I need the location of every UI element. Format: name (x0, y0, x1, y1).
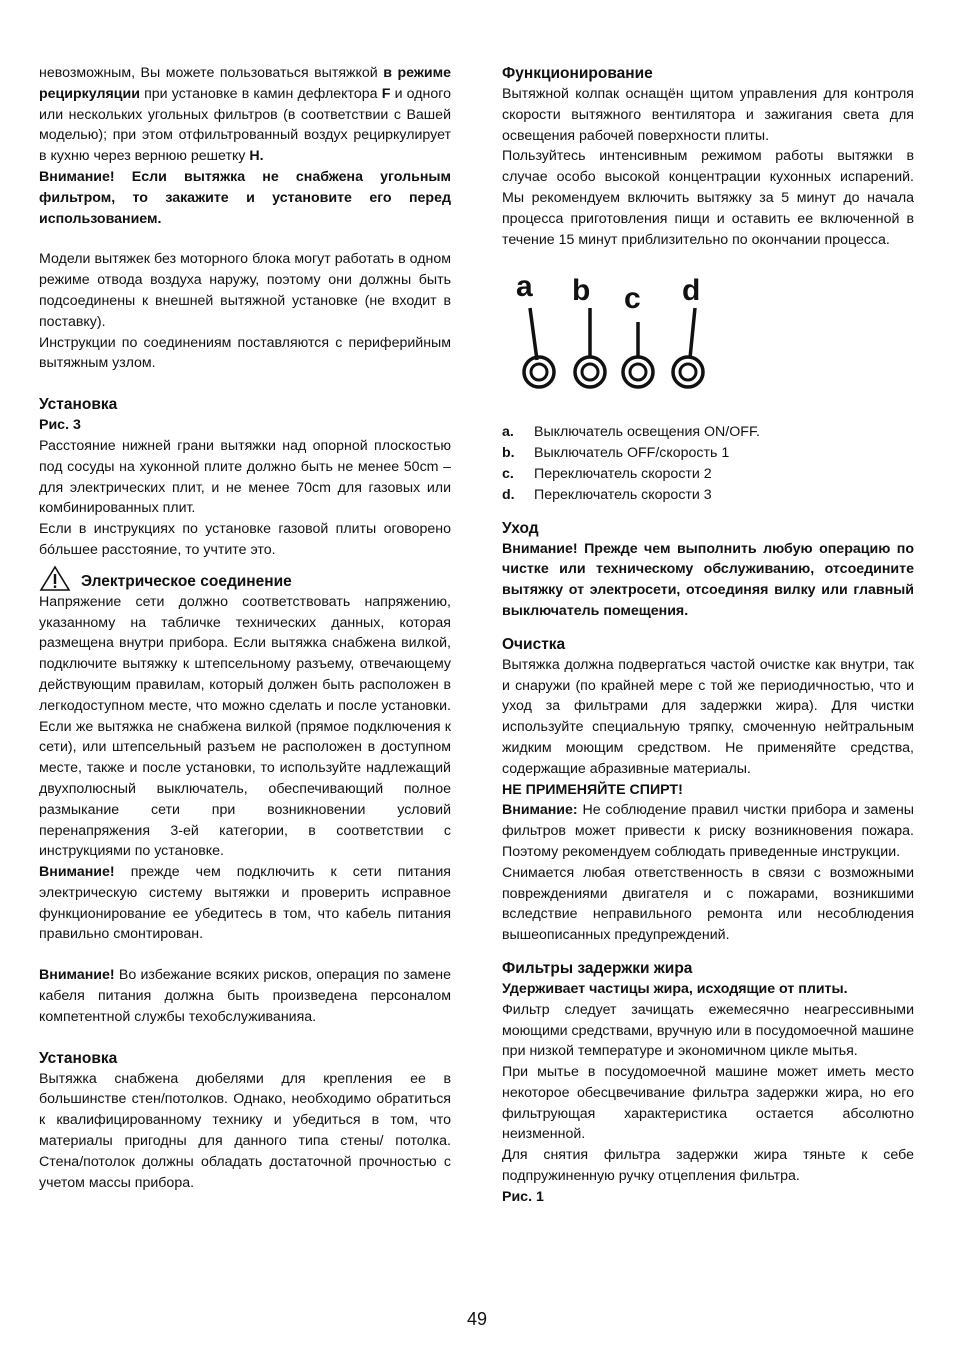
electrical-connection-heading: Электрическое соединение (81, 572, 292, 590)
figure-label-d: d (682, 274, 701, 308)
connection-instructions-paragraph: Инструкции по соединениям поставляются с периферийным вытяжным узлом. (39, 334, 451, 372)
control-panel-paragraph: Вытяжной колпак оснащён щитом управления для контроля скорости вытяжного вентилятора и зажигания света для освещения рабочей поверхности плиты. (502, 86, 914, 144)
cleaning-heading: Очистка (502, 635, 566, 653)
grease-filters-heading: Фильтры задержки жира (502, 959, 693, 977)
cable-replacement-paragraph: Внимание! Во избежание всяких рисков, операция по замене кабеля питания должна быть произведена персоналом компетентной службы техобслуживанияа. (39, 967, 451, 1025)
control-switches-figure (502, 260, 914, 410)
warning-triangle-icon (39, 565, 71, 592)
list-item: b. Выключатель OFF/скорость 1 (502, 445, 730, 462)
intensive-mode-paragraph: Пользуйтесь интенсивным режимом работы вытяжки в случае особо высокой концентрации кухонных испарений. Мы рекомендуем включить вытяжку за 5 минут до начала процесса приготовления пищи и оставить ее включенной в течение 15 минут приблизительно по окончании процесса. (502, 148, 914, 248)
cleaning-paragraph: Вытяжка должна подвергаться частой очистке как внутри, так и снаружи (по крайней мере с той же периодичностью, что и уход за фильтрами для задержки жира). Для чистки используйте специальную тряпку, смоченную нейтральным жидким моющим средством. Не применяйте средства, содержащие абразивные материалы. (502, 656, 914, 777)
list-item: d. Переключатель скорости 3 (502, 486, 712, 503)
gas-hob-paragraph: Если в инструкциях по установке газовой плиты оговорено бóльшее расстояние, то учтите это. (39, 521, 451, 558)
electrical-heading-row (39, 565, 451, 592)
switches-drawing (502, 260, 742, 410)
switch-d-knob (673, 357, 703, 387)
page-number: 49 (466, 1309, 488, 1329)
grease-filters-subtitle: Удерживает частицы жира, исходящие от плиты. (502, 980, 848, 997)
care-warning: Внимание! Прежде чем выполнить любую операцию по чистке или техническому обслуживанию, отсоедините вытяжку от электросети, отсоединяя вилку или главный выключатель помещения. (502, 540, 914, 619)
switch-b-knob (575, 357, 605, 387)
left-column (39, 63, 451, 1193)
distance-paragraph: Расстояние нижней грани вытяжки над опорной плоскостью под сосуды на хуконной плите должно быть не менее 50cm – для электрических плит, и не менее 70cm для газовых или комбинированных плит. (39, 437, 451, 517)
filter-removal-paragraph: Для снятия фильтра задержки жира тяньте к себе подпружиненную ручку отцепления фильтра. (502, 1147, 914, 1185)
liability-paragraph: Снимается любая ответственность в связи с возможными повреждениями двигателя и с пожарами, возникшими вследствие неправильного ремонта или несоблюдения вышеописанных предупреждений. (502, 864, 914, 944)
switch-a-lever (530, 308, 537, 360)
figure-label-b: b (572, 274, 591, 308)
switch-a-knob (524, 357, 554, 387)
carbon-filter-warning: Внимание! Если вытяжка не снабжена угольным фильтром, то закажите и установите его перед использованием. (39, 168, 451, 227)
figure-label-c: c (624, 282, 641, 316)
switch-c-knob (623, 357, 653, 387)
list-item: c. Переключатель скорости 2 (502, 465, 712, 482)
care-heading: Уход (502, 519, 539, 537)
mounting-paragraph: Вытяжка снабжена дюбелями для крепления ее в большинстве стен/потолков. Однако, необходимо обратиться к квалифицированному технику и убедиться в том, что материалы пригодны для данного типа стены/ потолка. Стена/потолок должны обладать достаточной прочностью с учетом массы прибора. (39, 1070, 451, 1191)
figure-label-a: a (516, 270, 533, 304)
filter-washing-paragraph: Фильтр следует зачищать ежемесячно неагрессивными моющими средствами, вручную или в посудомоечной машине при низкой температуре и экономичном цикле мытья. (502, 1001, 914, 1060)
cable-check-paragraph: Внимание! прежде чем подключить к сети питания электрическую систему вытяжки и проверить исправное функционирование ее убедитесь в том, что кабель питания правильно смонтирован. (39, 864, 451, 943)
figure-1-ref: Рис. 1 (502, 1188, 544, 1205)
dishwasher-paragraph: При мытье в посудомоечной машине может иметь место некоторое обесцвечивание фильтра задержки жира, но его фильтрующая характеристика остается абсолютно неизменной. (502, 1064, 914, 1143)
no-alcohol-warning: НЕ ПРИМЕНЯЙТЕ СПИРТ! (502, 781, 683, 798)
installation-heading-1: Установка (39, 396, 118, 414)
figure-3-ref: Рис. 3 (39, 417, 81, 434)
motorless-models-paragraph: Модели вытяжек без моторного блока могут работать в одном режиме отвода воздуха наружу, поэтому они должны быть подсоединены к внешней вытяжной установке (не входит в поставку). (39, 251, 451, 330)
right-column (502, 63, 914, 1208)
cleaning-warning-paragraph: Внимание: Не соблюдение правил чистки прибора и замены фильтров может привести к риску возникновения пожара. Поэтому рекомендуем соблюдать приведенные инструкции. (502, 802, 914, 860)
switch-d-lever (690, 308, 695, 358)
recirculation-paragraph: невозможным, Вы можете пользоваться вытяжкой в режиме рециркуляции при установке в камин дефлектора F и одного или нескольких угольных фильтров (в соответствии с Вашей моделью); при этом отфильтрованный воздух рециркулирует в кухню через вернюю решетку H. (39, 65, 451, 165)
voltage-paragraph: Напряжение сети должно соответствовать напряжению, указанному на табличке технических данных, которая размещена внутри прибора. Если вытяжка снабжена вилкой, подключите вытяжку к штепсельному разъему, отвечающему действующим правилам, который должен быть расположен в легкодоступном месте, что можно сделать и после установки. Если же вытяжка не снабжена вилкой (прямое подключения к сети), или штепсельный разъем не расположен в доступном месте, также и после установки, то используйте надлежащий двухполюсный выключатель, обеспечивающий полное размыкание сети при возникновении условий перенапряжения 3-ей категории, в соответствии с инструкциями по установке. (39, 593, 451, 860)
list-item: a. Выключатель освещения ON/OFF. (502, 424, 760, 441)
operation-heading: Функционирование (502, 65, 653, 82)
installation-heading-2: Установка (39, 1049, 118, 1067)
switch-legend-list (502, 422, 914, 505)
